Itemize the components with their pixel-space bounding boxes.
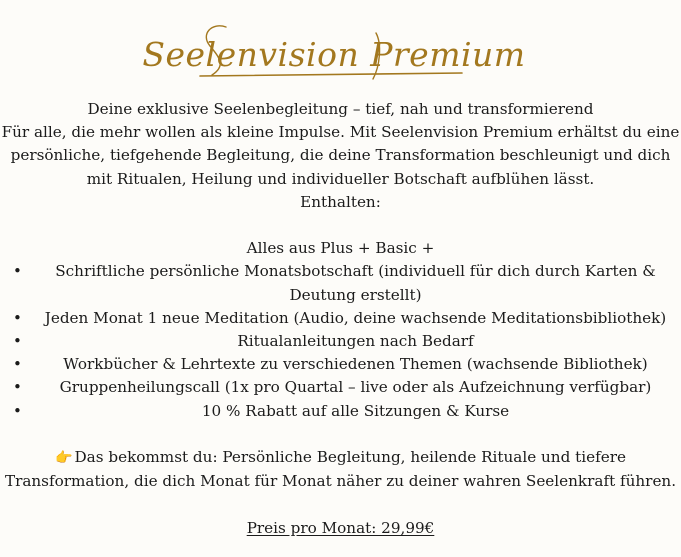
- benefit-text: Das bekommst du: Persönliche Begleitung, heilende Rituale und tiefere Transformation, die dich Monat für Monat näher zu deiner wahren Seelenkraft führen.: [4, 448, 677, 491]
- spacer: [0, 493, 681, 516]
- feature-text: Workbücher & Lehrtexte zu verschiedenen Themen (wachsende Bibliothek): [63, 355, 648, 374]
- included-heading: Enthalten:: [300, 192, 381, 211]
- features-base: Alles aus Plus + Basic +: [246, 239, 435, 258]
- pointing-hand-icon: 👉: [55, 450, 73, 467]
- tagline: Deine exklusive Seelenbegleitung – tief, nah und transformierend: [87, 100, 594, 118]
- spacer: [0, 214, 681, 237]
- feature-item: [0, 353, 681, 376]
- logo-graphic: [0, 0, 681, 90]
- feature-text: Jeden Monat 1 neue Meditation (Audio, deine wachsende Meditationsbibliothek): [44, 308, 667, 327]
- feature-item: [0, 307, 681, 330]
- feature-text: Ritualanleitungen nach Bedarf: [237, 332, 474, 351]
- feature-text: 10 % Rabatt auf alle Sitzungen & Kurse: [201, 401, 510, 420]
- bullet-icon: •: [13, 262, 22, 281]
- feature-item: [0, 330, 681, 353]
- price-label: Preis pro Monat: 29,99€: [246, 518, 435, 537]
- feature-item: [0, 260, 681, 306]
- feature-item: [0, 376, 681, 399]
- bullet-icon: •: [13, 378, 22, 397]
- bullet-icon: •: [13, 308, 22, 327]
- feature-text: Schriftliche persönliche Monatsbotschaft (individuell für dich durch Karten & Deutung erstellt): [55, 262, 656, 304]
- feature-item: [0, 400, 681, 423]
- feature-list: [0, 260, 681, 422]
- feature-text: Gruppenheilungscall (1x pro Quartal – live oder als Aufzeichnung verfügbar): [59, 378, 652, 397]
- logo-text: Seelenvision Premium: [142, 35, 526, 74]
- description-paragraph: Für alle, die mehr wollen als kleine Impulse. Mit Seelenvision Premium erhältst du eine persönliche, tiefgehende Begleitung, die deine Transformation beschleunigt und dich mit Ritualen, Heilung und individueller Botschaft aufblühen lässt.: [1, 123, 680, 188]
- logo: [0, 0, 681, 90]
- bullet-icon: •: [13, 355, 22, 374]
- description-body: [0, 98, 681, 540]
- bullet-icon: •: [13, 332, 22, 351]
- benefit-paragraph: [0, 446, 681, 493]
- bullet-icon: •: [13, 401, 22, 420]
- price-line: [0, 517, 681, 540]
- spacer: [0, 423, 681, 446]
